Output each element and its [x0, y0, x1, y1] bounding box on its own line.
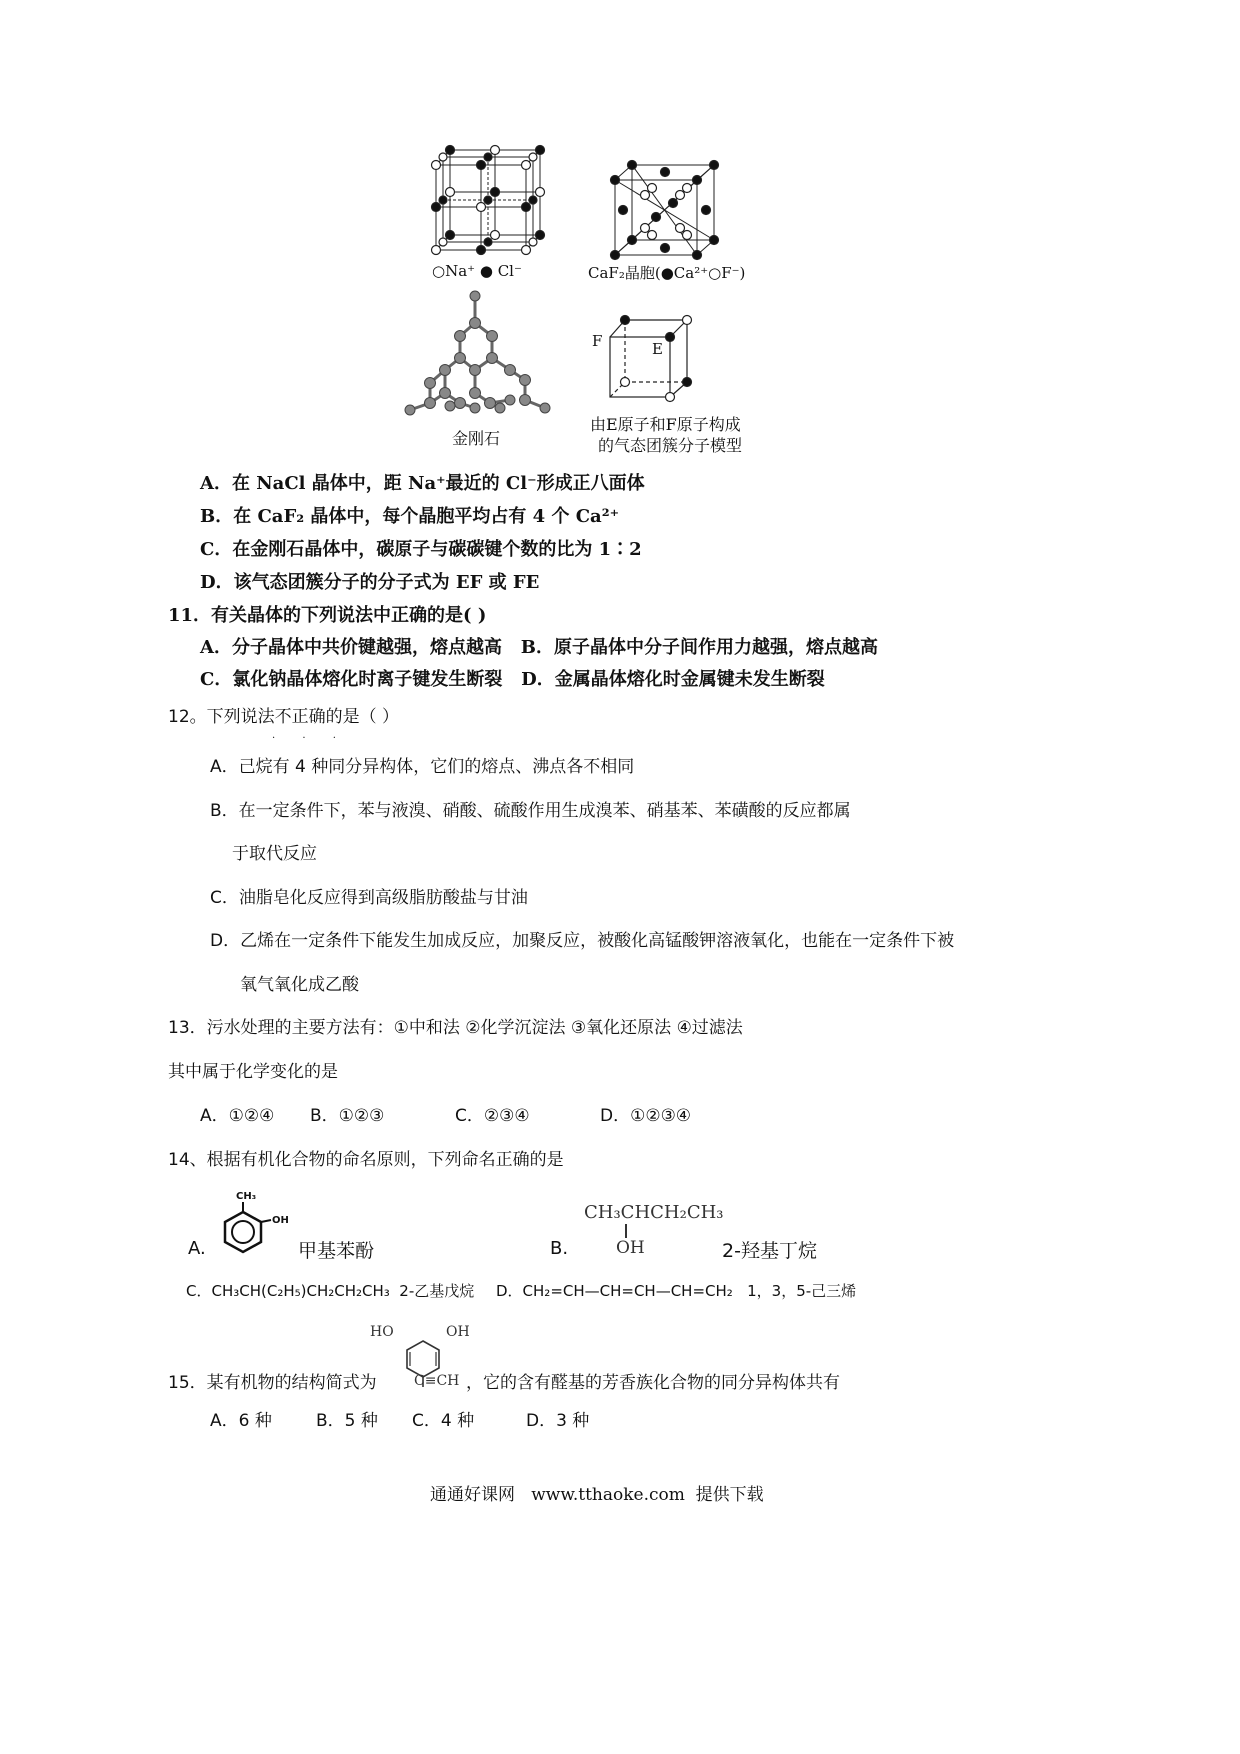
q10-option-a: A．在 NaCl 晶体中，距 Na⁺最近的 Cl⁻形成正八面体 [200, 473, 645, 494]
q14-stem: 14、根据有机化合物的命名原则，下列命名正确的是 [168, 1150, 564, 1170]
q14-option-d: D．CH₂=CH—CH=CH—CH=CH₂ 1，3，5-己三烯 [496, 1282, 857, 1300]
q11-options-cd: C．氯化钠晶体熔化时离子键发生断裂 D．金属晶体熔化时金属键未发生断裂 [200, 669, 825, 690]
caf2-caption: CaF₂晶胞(●Ca²⁺○F⁻) [588, 264, 746, 282]
q10-option-c: C．在金刚石晶体中，碳原子与碳碳键个数的比为 1∶2 [200, 539, 642, 560]
q14-b-formula: CH₃CHCH₂CH₃ [584, 1202, 724, 1223]
q10-option-b: B．在 CaF₂ 晶体中，每个晶胞平均占有 4 个 Ca²⁺ [200, 506, 620, 527]
q11-stem: 11．有关晶体的下列说法中正确的是( ) [168, 605, 487, 626]
methylphenol-structure [218, 1200, 278, 1260]
q12-option-d-line1: D．乙烯在一定条件下能发生加成反应，加聚反应，被酸化高锰酸钾溶液氧化，也能在一定条件下被 [210, 931, 955, 951]
q14-a-oh: OH [272, 1215, 289, 1226]
page-footer: 通通好课网 www.tthaoke.com 提供下载 [430, 1485, 764, 1505]
diamond-caption: 金刚石 [452, 429, 501, 448]
q13-option-c: C．②③④ [455, 1106, 530, 1126]
q15-oh: OH [446, 1324, 470, 1340]
cluster-label-e: E [652, 340, 663, 358]
q12-option-a: A．己烷有 4 种同分异构体，它们的熔点、沸点各不相同 [210, 757, 635, 777]
q14-b-oh: OH [616, 1238, 645, 1258]
q15-option-a: A．6 种 [210, 1411, 272, 1431]
q15-alkyne: C≡CH [414, 1373, 460, 1389]
q14-b-bond [625, 1224, 627, 1238]
q11-options-ab: A．分子晶体中共价键越强，熔点越高 B．原子晶体中分子间作用力越强，熔点越高 [200, 637, 878, 658]
q15-option-c: C．4 种 [412, 1411, 475, 1431]
cluster-caption-line1: 由E原子和F原子构成 [590, 415, 741, 434]
caf2-unit-cell-diagram [610, 160, 720, 260]
q13-option-a: A．①②④ [200, 1106, 275, 1126]
q12-emphasis-dots: . . . [272, 730, 348, 741]
q15-option-d: D．3 种 [526, 1411, 590, 1431]
q14-a-label: A. [188, 1238, 206, 1259]
q14-a-name: 甲基苯酚 [298, 1240, 375, 1262]
q14-b-label: B. [550, 1238, 569, 1259]
q15-stem-post: ，它的含有醛基的芳香族化合物的同分异构体共有 [466, 1373, 840, 1393]
nacl-lattice-diagram [428, 145, 548, 260]
q15-stem-pre: 15．某有机物的结构简式为 [168, 1373, 377, 1393]
cluster-label-f: F [592, 332, 603, 350]
q12-option-b-line1: B．在一定条件下，苯与液溴、硝酸、硫酸作用生成溴苯、硝基苯、苯磺酸的反应都属 [210, 801, 851, 821]
q12-stem: 12。下列说法不正确的是（ ） [168, 707, 400, 727]
q14-b-name: 2-羟基丁烷 [722, 1240, 817, 1262]
q14-option-c: C．CH₃CH(C₂H₅)CH₂CH₂CH₃ 2-乙基戊烷 [186, 1282, 475, 1300]
q14-a-ch3: CH₃ [236, 1191, 257, 1202]
q12-option-c: C．油脂皂化反应得到高级脂肪酸盐与甘油 [210, 888, 528, 908]
q12-option-b-line2: 于取代反应 [232, 844, 317, 864]
q13-option-b: B．①②③ [310, 1106, 385, 1126]
q15-option-b: B．5 种 [316, 1411, 378, 1431]
q13-option-d: D．①②③④ [600, 1106, 692, 1126]
q13-line2: 其中属于化学变化的是 [168, 1062, 338, 1082]
nacl-caption: ○Na⁺ ● Cl⁻ [432, 262, 522, 280]
q12-option-d-line2: 氧气氧化成乙酸 [240, 975, 359, 995]
diamond-structure-diagram [400, 288, 560, 418]
q13-stem: 13．污水处理的主要方法有：①中和法 ②化学沉淀法 ③氧化还原法 ④过滤法 [168, 1018, 743, 1038]
q10-option-d: D．该气态团簇分子的分子式为 EF 或 FE [200, 572, 540, 593]
cluster-caption-line2: 的气态团簇分子模型 [598, 436, 743, 455]
q15-ho: HO [370, 1324, 394, 1340]
